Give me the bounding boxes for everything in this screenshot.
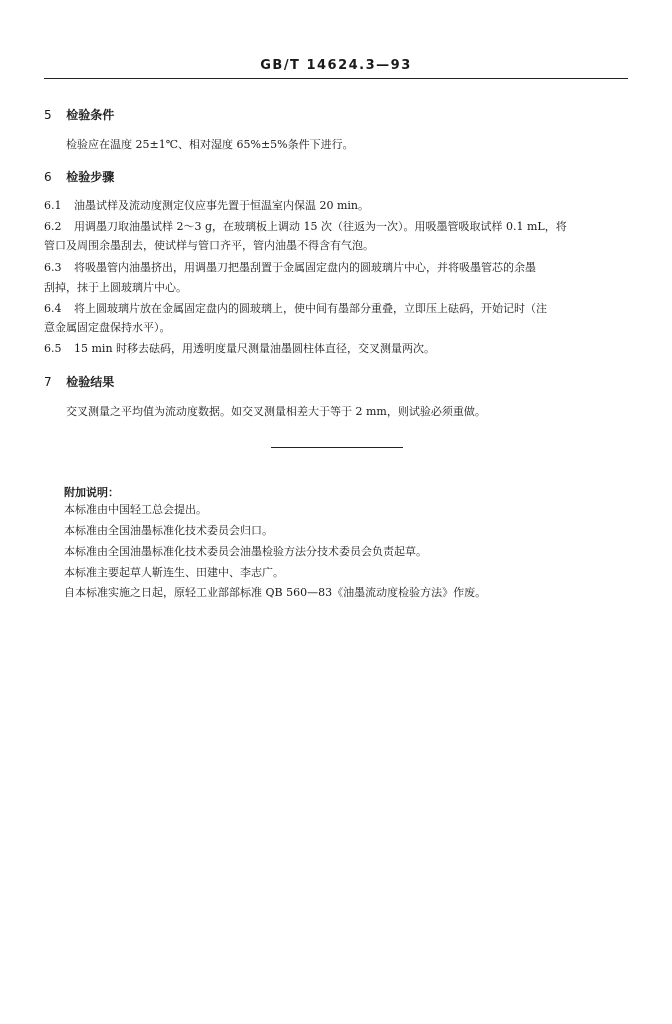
item-6-5 [44,340,435,358]
header-rule [44,78,628,79]
section-5-title: 检验条件 [66,108,115,122]
section-5-number: 5 [44,108,52,122]
standard-number-header: GB/T 14624.3—93 [260,58,412,73]
item-6-3-number: 6.3 [44,261,62,274]
section-7-heading [44,373,114,390]
section-5-text: 检验应在温度 25±1℃、相对湿度 65%±5%条件下进行。 [66,138,354,151]
item-6-1-text: 油墨试样及流动度测定仪应事先置于恒温室内保温 20 min。 [74,199,370,212]
note-line-5: 自本标准实施之日起，原轻工业部部标准 QB 560—83《油墨流动度检验方法》作废。 [64,586,487,599]
item-6-5-number: 6.5 [44,342,62,355]
item-6-4-text: 将上圆玻璃片放在金属固定盘内的圆玻璃上，使中间有墨部分重叠，立即压上砝码，开始记时（注 [74,302,547,315]
item-6-2-text: 用调墨刀取油墨试样 2～3 g，在玻璃板上调动 15 次（往返为一次）。用吸墨管吸取试样 0.1 mL，将 [74,220,567,233]
note-line-4: 本标准主要起草人靳连生、田建中、李志广。 [64,566,284,579]
item-6-5-text: 15 min 时移去砝码，用透明度量尺测量油墨圆柱体直径，交叉测量两次。 [74,342,436,355]
item-6-3 [44,259,536,277]
item-6-4-number: 6.4 [44,302,62,315]
item-6-2 [44,218,567,236]
item-6-3-text: 将吸墨管内油墨挤出，用调墨刀把墨刮置于金属固定盘内的圆玻璃片中心，并将吸墨管芯的余墨 [74,261,536,274]
item-6-1 [44,197,369,215]
item-6-3-continuation: 刮掉，抹于上圆玻璃片中心。 [44,281,187,294]
item-6-2-continuation: 管口及周围余墨刮去，使试样与管口齐平，管内油墨不得含有气泡。 [44,239,374,252]
section-6-number: 6 [44,170,52,184]
section-7-title: 检验结果 [66,375,115,389]
note-line-1: 本标准由中国轻工总会提出。 [64,503,207,516]
note-line-3: 本标准由全国油墨标准化技术委员会油墨检验方法分技术委员会负责起草。 [64,545,427,558]
note-line-2: 本标准由全国油墨标准化技术委员会归口。 [64,524,273,537]
item-6-1-number: 6.1 [44,199,62,212]
item-6-4-continuation: 意金属固定盘保持水平）。 [44,321,171,334]
section-6-heading [44,168,114,185]
section-7-text: 交叉测量之平均值为流动度数据。如交叉测量相差大于等于 2 mm，则试验必须重做。 [66,405,486,418]
end-of-standard-rule [271,447,403,448]
section-5-heading [44,106,114,123]
item-6-4 [44,300,547,318]
item-6-2-number: 6.2 [44,220,62,233]
section-6-title: 检验步骤 [66,170,115,184]
section-7-number: 7 [44,375,52,389]
notes-title: 附加说明： [64,486,119,499]
